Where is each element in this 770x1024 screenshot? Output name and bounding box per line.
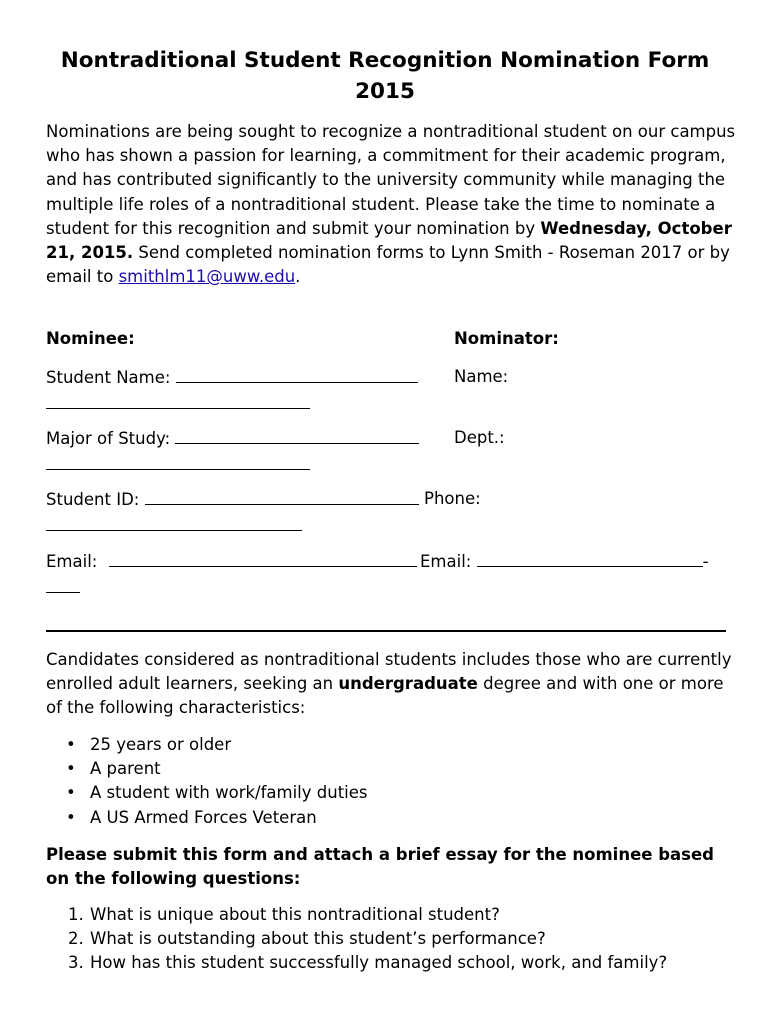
nominator-email-blank-continued[interactable] xyxy=(46,576,80,593)
question-text: What is outstanding about this student’s performance? xyxy=(90,929,546,949)
major-label: Major of Study: xyxy=(46,429,176,448)
question-text: How has this student successfully managed school, work, and family? xyxy=(90,953,668,973)
nominator-email-dash: - xyxy=(702,552,709,571)
nominator-name-blank[interactable] xyxy=(46,392,310,409)
list-item xyxy=(46,927,667,951)
list-item: • A student with work/family duties xyxy=(46,781,368,805)
question-number: 1. xyxy=(68,905,84,924)
nominator-email-blank[interactable] xyxy=(477,550,703,567)
intro-text: Nominations are being sought to recognize a nontraditional student on our campus who has shown a passion for learning, a commitment for their academic program, and has contributed significantly to the university community while managing the multiple life roles of a nontraditional student. Please take the time to nominate a student for this recognition and submit your nomination by xyxy=(46,122,736,238)
criteria-text: Candidates considered as nontraditional students includes those who are currently enrolled adult learners, seeking an xyxy=(46,650,732,694)
dept-field[interactable] xyxy=(46,453,310,476)
dept-label: Dept.: xyxy=(454,428,505,447)
student-name-field[interactable] xyxy=(46,366,418,389)
intro-text-continued: Send completed nomination forms to Lynn Smith - Roseman 2017 or by email to xyxy=(46,243,730,287)
page-title: Nontraditional Student Recognition Nomination Form 2015 xyxy=(60,48,710,104)
nominator-name-label: Name: xyxy=(454,367,509,386)
major-blank[interactable] xyxy=(175,427,419,444)
dept-blank[interactable] xyxy=(46,453,310,470)
question-number: 3. xyxy=(68,953,84,973)
nominee-heading: Nominee: xyxy=(46,329,135,348)
intro-end: . xyxy=(295,267,301,287)
student-name-blank[interactable] xyxy=(176,366,418,383)
student-id-label: Student ID: xyxy=(46,490,145,509)
criteria-text-continued: degree and with one or more of the following characteristics: xyxy=(46,674,724,718)
nominator-email-label: Email: xyxy=(420,552,477,571)
student-id-blank[interactable] xyxy=(145,488,419,505)
question-number: 2. xyxy=(68,929,84,949)
nominator-heading: Nominator: xyxy=(454,329,559,348)
major-field[interactable] xyxy=(46,427,419,450)
nominee-email-field[interactable] xyxy=(46,550,417,573)
student-id-field[interactable] xyxy=(46,488,419,511)
list-item xyxy=(46,951,667,975)
nominator-email-continuation[interactable] xyxy=(46,576,80,599)
section-divider xyxy=(46,630,726,632)
questions-list xyxy=(46,903,667,976)
phone-field[interactable] xyxy=(46,514,302,537)
student-name-label: Student Name: xyxy=(46,368,176,387)
phone-label: Phone: xyxy=(424,489,481,508)
list-item: • A parent xyxy=(46,757,368,781)
nominee-email-blank[interactable] xyxy=(109,550,417,567)
criteria-paragraph xyxy=(46,648,736,721)
email-link[interactable]: smithlm11@uww.edu xyxy=(118,267,296,287)
nominator-email-field[interactable] xyxy=(420,550,709,573)
phone-blank[interactable] xyxy=(46,514,302,531)
deadline-text: Wednesday, October 21, 2015. xyxy=(46,218,732,263)
intro-paragraph xyxy=(46,120,736,289)
nominator-name-field[interactable] xyxy=(46,392,310,415)
list-item: • A US Armed Forces Veteran xyxy=(46,806,368,830)
list-item xyxy=(46,903,667,927)
criteria-emphasis: undergraduate xyxy=(338,674,478,694)
nominee-email-label: Email: xyxy=(46,552,103,571)
question-text: What is unique about this nontraditional student? xyxy=(90,905,500,924)
criteria-list xyxy=(46,733,368,830)
list-item: • 25 years or older xyxy=(46,733,368,757)
instructions-text: Please submit this form and attach a brief essay for the nominee based on the following questions: xyxy=(46,845,714,889)
